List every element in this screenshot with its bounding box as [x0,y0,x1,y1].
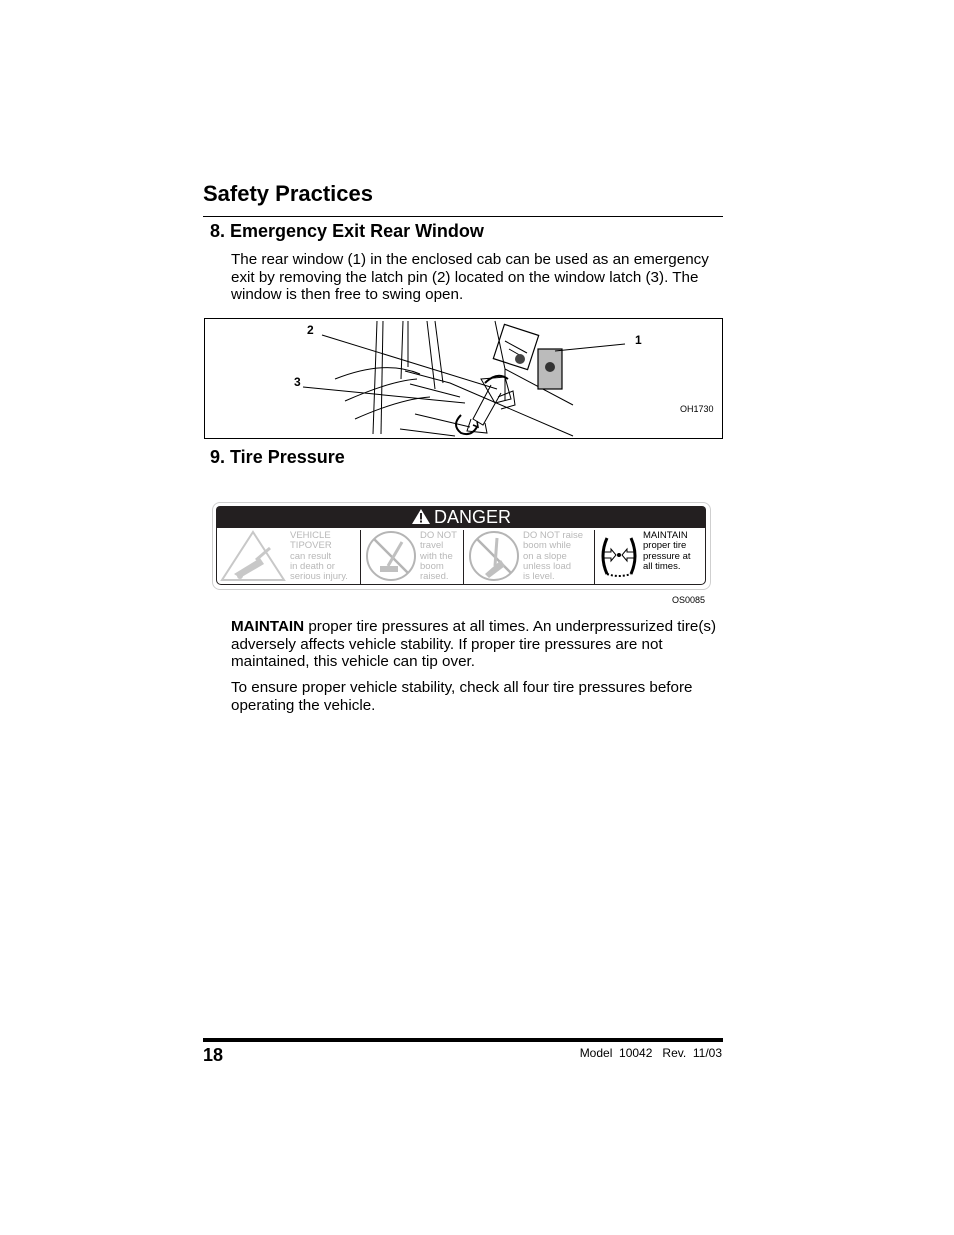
page-title: Safety Practices [203,181,373,206]
title-rule [203,216,723,217]
panel-no-raise-slope-text: DO NOT raise boom while on a slope unless load is level. [523,530,584,583]
figure-code: OH1730 [680,404,714,414]
stability-paragraph: To ensure proper vehicle stability, check all four tire pressures before operating the vehicle. [231,679,693,714]
panel-maintain-pressure-text: MAINTAIN proper tire pressure at all times. [643,530,691,572]
no-travel-pictogram-icon [364,530,418,582]
maintain-rest: proper tire pressures at all times. An underpressurized tire(s) adversely affects vehicle stability. If proper tire pressures are not maintained, this vehicle can tip over. [231,618,717,670]
footer-rule [203,1038,723,1042]
panel-divider [360,530,361,584]
page-number: 18 [203,1045,224,1065]
tire-pressure-paragraph [231,618,723,671]
panel-divider [594,530,595,584]
danger-header-bar [216,506,706,528]
callout-3: 3 [294,375,301,389]
warning-triangle-icon [411,508,431,525]
panel-divider [463,530,464,584]
window-latch-illustration [205,319,722,438]
callout-1: 1 [635,333,642,347]
callout-2: 2 [307,323,314,337]
no-raise-on-slope-pictogram-icon [467,530,521,582]
section-heading-tire-pressure: 9. Tire Pressure [210,447,345,467]
window-latch-figure [204,318,723,439]
tire-pressure-icon [598,534,640,578]
section-heading-emergency-exit: 8. Emergency Exit Rear Window [210,221,484,241]
footer-model-revision: Model 10042 Rev. 11/03 [579,1046,722,1060]
danger-signal [216,507,706,527]
tipover-pictogram-icon [220,530,286,582]
panel-do-not-travel-text: DO NOT travel with the boom raised. [420,530,457,583]
decal-code: OS0085 [672,595,706,605]
emergency-exit-paragraph: The rear window (1) in the enclosed cab can be used as an emergency exit by removing the latch pin (2) located on the window latch (3). The window is then free to swing open. [231,251,709,303]
panel-vehicle-tipover-text: VEHICLE TIPOVER can result in death or serious injury. [290,530,348,583]
danger-word: DANGER [433,507,511,527]
maintain-lead: MAINTAIN [231,618,305,635]
